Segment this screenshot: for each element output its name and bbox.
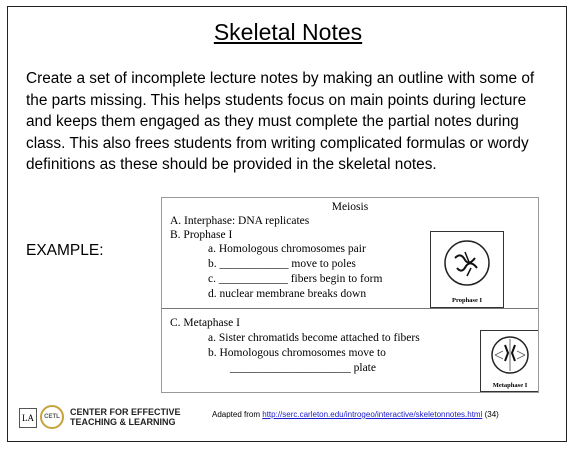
prophase-cell-icon [431, 232, 503, 294]
la-logo: LA [19, 408, 37, 428]
outline-subitem: d. nuclear membrane breaks down [208, 288, 367, 300]
meiosis-heading: Meiosis [331, 201, 369, 213]
prophase-figure [430, 231, 504, 308]
outline-subitem: c. ____________ fibers begin to form [208, 273, 383, 285]
cetl-logo: CETL [40, 405, 64, 429]
slide-title: Skeletal Notes [213, 19, 363, 45]
outline-item-c: C. Metaphase I [170, 317, 240, 329]
metaphase-caption: Metaphase I [492, 382, 528, 389]
credit-suffix: (34) [482, 410, 499, 419]
outline-subitem: b. ____________ move to poles [208, 258, 356, 270]
footer [16, 403, 560, 437]
meiosis-example-image [161, 197, 539, 393]
credit-prefix: Adapted from [212, 410, 263, 419]
body-paragraph: Create a set of incomplete lecture notes by making an outline with some of the parts missing. This helps students focus on main points during lecture and keeps them engaged as they must complete the partial notes during class. This also frees students from writing complicated formulas or wordy definitions as these should be provided in the skeletal notes. [26, 70, 535, 173]
cetl-name [70, 407, 181, 427]
cetl-name-line2: TEACHING & LEARNING [70, 417, 176, 427]
outline-subitem: _____________________ plate [230, 362, 376, 374]
example-label: EXAMPLE: [26, 242, 104, 259]
outline-subitem: a. Homologous chromosomes pair [208, 243, 366, 255]
outline-item-a: A. Interphase: DNA replicates [170, 215, 310, 227]
source-credit [212, 410, 499, 419]
source-link[interactable]: http://serc.carleton.edu/introgeo/interactive/skeletonnotes.html [262, 410, 483, 419]
metaphase-figure [480, 330, 539, 392]
outline-item-b: B. Prophase I [170, 229, 233, 241]
outline-subitem: a. Sister chromatids become attached to fibers [208, 332, 420, 344]
cetl-name-line1: CENTER FOR EFFECTIVE [70, 407, 181, 417]
metaphase-cell-icon [481, 331, 539, 379]
outline-subitem: b. Homologous chromosomes move to [208, 347, 386, 359]
prophase-caption: Prophase I [451, 297, 483, 304]
